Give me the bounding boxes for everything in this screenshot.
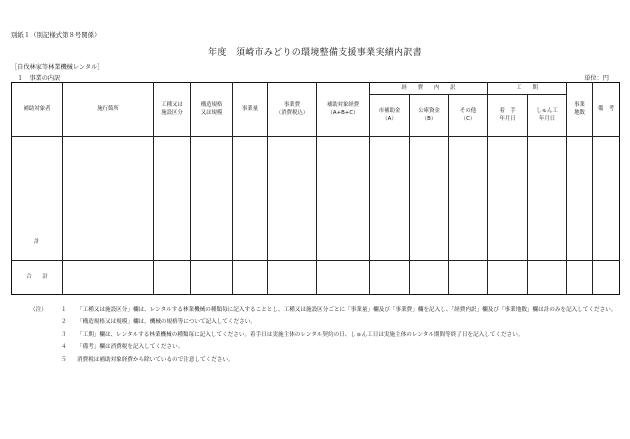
total-location[interactable] (63, 261, 154, 295)
cell-location[interactable] (63, 137, 154, 261)
total-subsidy-cost[interactable] (317, 261, 370, 295)
total-city-subsidy[interactable] (370, 261, 410, 295)
cell-cost[interactable] (268, 137, 317, 261)
note-text: 「工期」欄は、レンタルする林業機械の種類毎に記入してください。着手日は実施主体のレンタル契約の日、しゅん工日は実施主体のレンタル期間等終了日を記入してください。 (77, 331, 524, 338)
notes-section (30, 306, 625, 368)
form-reference-note: 別紙１（別記様式第８号関係） (11, 31, 101, 39)
header-group-keihi: 経 費 内 訳 (370, 83, 488, 95)
document-subtitle: ［自伐林家等林業機械レンタル］ (11, 64, 104, 71)
header-location: 施行箇所 (63, 83, 154, 137)
note-item (30, 331, 625, 339)
header-quantity: 事業量 (233, 83, 268, 137)
total-quantity[interactable] (233, 261, 268, 295)
note-item (30, 318, 625, 326)
cell-work-type[interactable] (154, 137, 191, 261)
cell-quantity[interactable] (233, 137, 268, 261)
cell-public-fund[interactable] (410, 137, 449, 261)
total-cost[interactable] (268, 261, 317, 295)
cell-start-date[interactable] (488, 137, 528, 261)
total-remarks[interactable] (593, 261, 620, 295)
header-target: 補助対象者 (12, 83, 63, 137)
header-public-fund: 公庫資金 （B） (410, 95, 449, 137)
note-item (30, 356, 625, 364)
section-label: １ 事業の内訳 (17, 75, 61, 82)
header-group-kouki: 工 期 (488, 83, 567, 95)
total-end-date[interactable] (528, 261, 567, 295)
cell-subsidy-cost[interactable] (317, 137, 370, 261)
total-public-fund[interactable] (410, 261, 449, 295)
notes-head: （注） (30, 307, 47, 313)
header-end-date: しゅん工 年月日 (528, 95, 567, 137)
header-subsidy-cost: 補助対象経費 （A+B+C） (317, 83, 370, 137)
table-row (12, 137, 620, 261)
total-other[interactable] (449, 261, 488, 295)
note-number: ５ (61, 356, 67, 363)
total-row (12, 261, 620, 295)
cell-remarks[interactable] (593, 137, 620, 261)
note-number: ２ (61, 319, 67, 326)
note-item (30, 306, 625, 314)
cell-other[interactable] (449, 137, 488, 261)
header-other: その他 （C） (449, 95, 488, 137)
note-number: １ (61, 307, 67, 313)
header-city-subsidy: 市補助金 （A） (370, 95, 410, 137)
header-sites: 事業 地数 (567, 83, 593, 137)
cell-city-subsidy[interactable] (370, 137, 410, 261)
total-spec[interactable] (191, 261, 233, 295)
note-text: 「工種又は施設区分」欄は、レンタルする林業機械の種類毎に記入することとし、工種又は施設区分ごとに「事業量」欄及び「事業費」欄を記入し、「経費内訳」欄及び「事業地数」欄は計のみを記入してください。 (77, 307, 617, 313)
note-number: ３ (61, 331, 67, 338)
header-cost: 事業費 （消費税込） (268, 83, 317, 137)
total-start-date[interactable] (488, 261, 528, 295)
header-spec: 構造規格 又は規模 (191, 83, 233, 137)
header-remarks: 備 考 (593, 83, 620, 137)
cell-sites[interactable] (567, 137, 593, 261)
total-label: 合 計 (12, 261, 63, 295)
note-text: 「備考」欄は消費税を記入してください。 (77, 344, 184, 351)
subtotal-label: 計 (12, 137, 63, 261)
header-start-date: 着 手 年月日 (488, 95, 528, 137)
document-title: 年度 須崎市みどりの環境整備支援事業実績内訳書 (208, 48, 422, 58)
header-work-type: 工種又は 施設区分 (154, 83, 191, 137)
note-item (30, 343, 625, 351)
note-text: 「構造規格又は規模」欄は、機械の規格等について記入してください。 (77, 319, 256, 326)
unit-label: 単位：円 (584, 75, 609, 82)
cell-spec[interactable] (191, 137, 233, 261)
breakdown-table (11, 82, 620, 295)
cell-end-date[interactable] (528, 137, 567, 261)
note-text: 消費税は補助対象経費から除いているので注意してください。 (77, 356, 234, 363)
total-work-type[interactable] (154, 261, 191, 295)
note-number: ４ (61, 344, 67, 351)
total-sites[interactable] (567, 261, 593, 295)
